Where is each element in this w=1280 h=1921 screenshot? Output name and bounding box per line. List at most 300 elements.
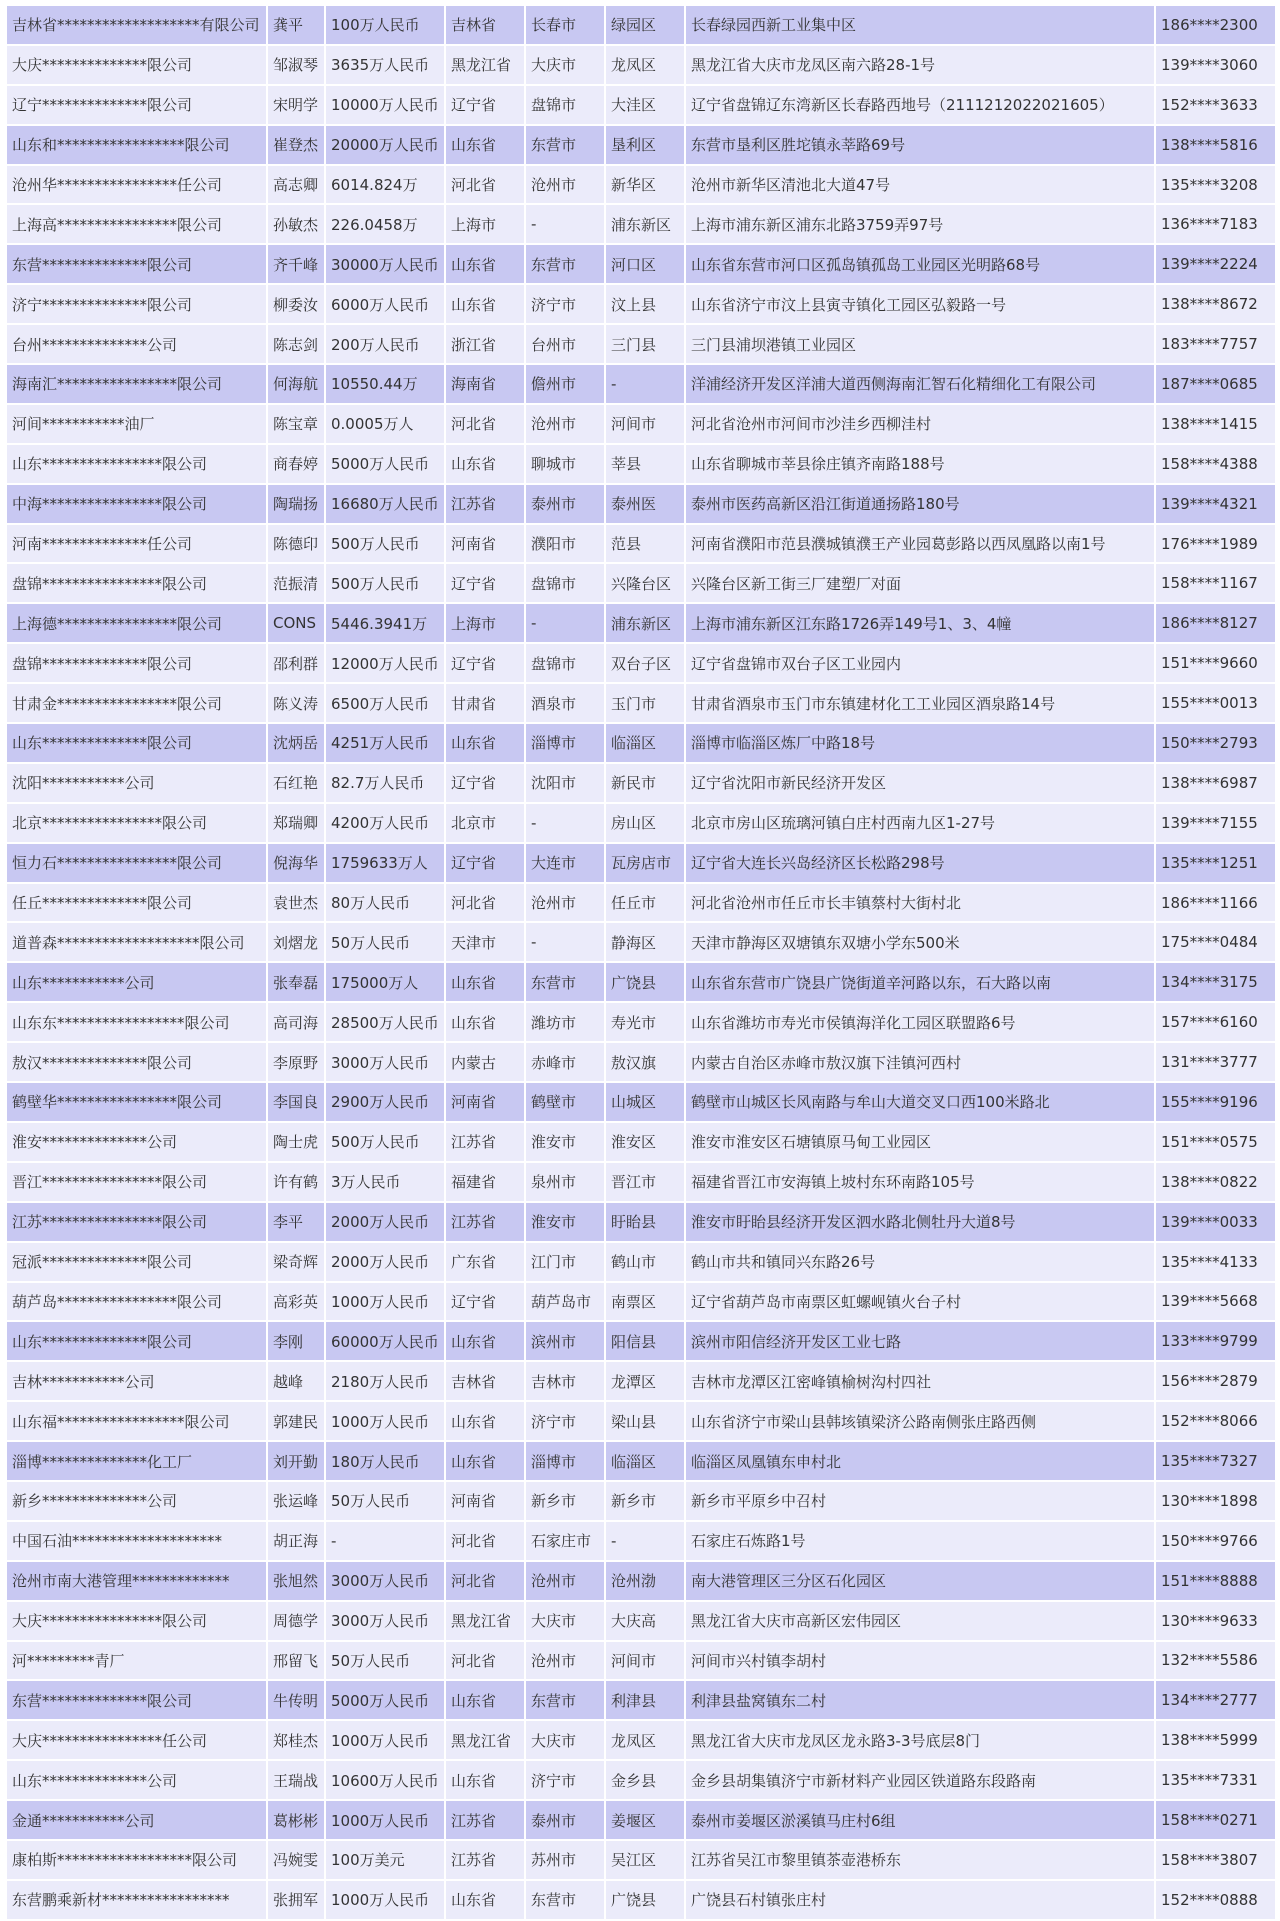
registered-capital-cell: 5000万人民币 <box>326 445 444 483</box>
table-row <box>7 724 1275 762</box>
district-cell: 房山区 <box>606 804 684 842</box>
company-name-cell: 盘锦****************限公司 <box>7 564 266 602</box>
company-name-cell: 河南**************任公司 <box>7 525 266 563</box>
district-cell: 姜堰区 <box>606 1801 684 1839</box>
district-cell: 梁山县 <box>606 1402 684 1440</box>
contact-person-cell: 龚平 <box>268 6 324 44</box>
address-cell: 天津市静海区双塘镇东双塘小学东500米 <box>686 923 1154 961</box>
table-row <box>7 485 1275 523</box>
table-row <box>7 46 1275 84</box>
phone-cell: 152****8066 <box>1156 1402 1275 1440</box>
contact-person-cell: 石红艳 <box>268 764 324 802</box>
city-cell: 盘锦市 <box>526 86 604 124</box>
registered-capital-cell: 1000万人民币 <box>326 1721 444 1759</box>
contact-person-cell: 李国良 <box>268 1083 324 1121</box>
contact-person-cell: 牛传明 <box>268 1681 324 1719</box>
province-cell: 上海市 <box>446 205 524 243</box>
table-row <box>7 1562 1275 1600</box>
company-name-cell: 上海高****************限公司 <box>7 205 266 243</box>
address-cell: 山东省东营市河口区孤岛镇孤岛工业园区光明路68号 <box>686 245 1154 283</box>
contact-person-cell: 刘开勤 <box>268 1442 324 1480</box>
city-cell: 泰州市 <box>526 1801 604 1839</box>
phone-cell: 130****9633 <box>1156 1602 1275 1640</box>
registered-capital-cell: 3000万人民币 <box>326 1602 444 1640</box>
address-cell: 临淄区凤凰镇东申村北 <box>686 1442 1154 1480</box>
city-cell: 滨州市 <box>526 1322 604 1360</box>
table-row <box>7 86 1275 124</box>
district-cell: 任丘市 <box>606 884 684 922</box>
address-cell: 辽宁省盘锦辽东湾新区长春路西地号（2111212022021605） <box>686 86 1154 124</box>
district-cell: 盱眙县 <box>606 1203 684 1241</box>
registered-capital-cell: 2180万人民币 <box>326 1362 444 1400</box>
table-row <box>7 1642 1275 1680</box>
table-row <box>7 564 1275 602</box>
province-cell: 河南省 <box>446 1083 524 1121</box>
phone-cell: 138****8672 <box>1156 285 1275 323</box>
phone-cell: 155****0013 <box>1156 684 1275 722</box>
company-table-container <box>5 4 1277 1921</box>
table-row <box>7 1442 1275 1480</box>
district-cell: 三门县 <box>606 325 684 363</box>
company-name-cell: 辽宁**************限公司 <box>7 86 266 124</box>
registered-capital-cell: 60000万人民币 <box>326 1322 444 1360</box>
address-cell: 洋浦经济开发区洋浦大道西侧海南汇智石化精细化工有限公司 <box>686 365 1154 403</box>
district-cell: 双台子区 <box>606 644 684 682</box>
province-cell: 山东省 <box>446 1881 524 1919</box>
contact-person-cell: 周德学 <box>268 1602 324 1640</box>
address-cell: 山东省济宁市梁山县韩垓镇梁济公路南侧张庄路西侧 <box>686 1402 1154 1440</box>
table-row <box>7 325 1275 363</box>
province-cell: 辽宁省 <box>446 644 524 682</box>
contact-person-cell: 倪海华 <box>268 844 324 882</box>
province-cell: 黑龙江省 <box>446 46 524 84</box>
table-row <box>7 764 1275 802</box>
district-cell: 阳信县 <box>606 1322 684 1360</box>
province-cell: 辽宁省 <box>446 564 524 602</box>
address-cell: 黑龙江省大庆市龙凤区龙永路3-3号底层8门 <box>686 1721 1154 1759</box>
registered-capital-cell: 16680万人民币 <box>326 485 444 523</box>
registered-capital-cell: 500万人民币 <box>326 564 444 602</box>
company-name-cell: 金通***********公司 <box>7 1801 266 1839</box>
city-cell: 东营市 <box>526 126 604 164</box>
phone-cell: 150****2793 <box>1156 724 1275 762</box>
registered-capital-cell: 30000万人民币 <box>326 245 444 283</box>
district-cell: 吴江区 <box>606 1841 684 1879</box>
address-cell: 泰州市医药高新区沿江街道通扬路180号 <box>686 485 1154 523</box>
city-cell: 泰州市 <box>526 485 604 523</box>
company-name-cell: 盘锦**************限公司 <box>7 644 266 682</box>
city-cell: 盘锦市 <box>526 644 604 682</box>
registered-capital-cell: 1000万人民币 <box>326 1801 444 1839</box>
contact-person-cell: 柳委汝 <box>268 285 324 323</box>
contact-person-cell: 郭建民 <box>268 1402 324 1440</box>
address-cell: 山东省聊城市莘县徐庄镇齐南路188号 <box>686 445 1154 483</box>
registered-capital-cell: 3000万人民币 <box>326 1043 444 1081</box>
district-cell: 河间市 <box>606 1642 684 1680</box>
table-row <box>7 285 1275 323</box>
province-cell: 江苏省 <box>446 1801 524 1839</box>
province-cell: 山东省 <box>446 1402 524 1440</box>
company-name-cell: 沈阳***********公司 <box>7 764 266 802</box>
contact-person-cell: 梁奇辉 <box>268 1243 324 1281</box>
contact-person-cell: 陈宝章 <box>268 405 324 443</box>
contact-person-cell: 齐千峰 <box>268 245 324 283</box>
phone-cell: 156****2879 <box>1156 1362 1275 1400</box>
contact-person-cell: 张拥军 <box>268 1881 324 1919</box>
district-cell: 绿园区 <box>606 6 684 44</box>
contact-person-cell: 高司海 <box>268 1003 324 1041</box>
district-cell: 南票区 <box>606 1283 684 1321</box>
phone-cell: 158****0271 <box>1156 1801 1275 1839</box>
province-cell: 山东省 <box>446 1761 524 1799</box>
registered-capital-cell: 6500万人民币 <box>326 684 444 722</box>
table-row <box>7 205 1275 243</box>
table-row <box>7 245 1275 283</box>
address-cell: 内蒙古自治区赤峰市敖汉旗下洼镇河西村 <box>686 1043 1154 1081</box>
city-cell: 大连市 <box>526 844 604 882</box>
phone-cell: 186****2300 <box>1156 6 1275 44</box>
table-row <box>7 1881 1275 1919</box>
city-cell: 沈阳市 <box>526 764 604 802</box>
district-cell: 河间市 <box>606 405 684 443</box>
registered-capital-cell: 80万人民币 <box>326 884 444 922</box>
district-cell: 龙潭区 <box>606 1362 684 1400</box>
contact-person-cell: 高志卿 <box>268 166 324 204</box>
city-cell: 大庆市 <box>526 1602 604 1640</box>
city-cell: 济宁市 <box>526 1402 604 1440</box>
address-cell: 广饶县石村镇张庄村 <box>686 1881 1154 1919</box>
address-cell: 福建省晋江市安海镇上坡村东环南路105号 <box>686 1163 1154 1201</box>
phone-cell: 187****0685 <box>1156 365 1275 403</box>
company-name-cell: 山东**************公司 <box>7 1761 266 1799</box>
company-name-cell: 山东**************限公司 <box>7 1322 266 1360</box>
address-cell: 利津县盐窝镇东二村 <box>686 1681 1154 1719</box>
registered-capital-cell: 3635万人民币 <box>326 46 444 84</box>
phone-cell: 151****0575 <box>1156 1123 1275 1161</box>
province-cell: 甘肃省 <box>446 684 524 722</box>
province-cell: 天津市 <box>446 923 524 961</box>
province-cell: 河北省 <box>446 166 524 204</box>
table-row <box>7 445 1275 483</box>
address-cell: 鹤山市共和镇同兴东路26号 <box>686 1243 1154 1281</box>
province-cell: 山东省 <box>446 1003 524 1041</box>
phone-cell: 186****8127 <box>1156 604 1275 642</box>
company-name-cell: 康柏斯******************限公司 <box>7 1841 266 1879</box>
phone-cell: 131****3777 <box>1156 1043 1275 1081</box>
company-name-cell: 沧州华****************任公司 <box>7 166 266 204</box>
city-cell: 淮安市 <box>526 1123 604 1161</box>
address-cell: 江苏省吴江市黎里镇茶壶港桥东 <box>686 1841 1154 1879</box>
address-cell: 金乡县胡集镇济宁市新材料产业园区铁道路东段路南 <box>686 1761 1154 1799</box>
district-cell: 瓦房店市 <box>606 844 684 882</box>
city-cell: 大庆市 <box>526 46 604 84</box>
province-cell: 山东省 <box>446 126 524 164</box>
contact-person-cell: 郑桂杰 <box>268 1721 324 1759</box>
table-row <box>7 365 1275 403</box>
company-name-cell: 台州**************公司 <box>7 325 266 363</box>
city-cell: 台州市 <box>526 325 604 363</box>
table-row <box>7 1402 1275 1440</box>
address-cell: 石家庄石炼路1号 <box>686 1522 1154 1560</box>
address-cell: 甘肃省酒泉市玉门市东镇建材化工工业园区酒泉路14号 <box>686 684 1154 722</box>
province-cell: 河北省 <box>446 1522 524 1560</box>
province-cell: 内蒙古 <box>446 1043 524 1081</box>
city-cell: 泉州市 <box>526 1163 604 1201</box>
phone-cell: 150****9766 <box>1156 1522 1275 1560</box>
contact-person-cell: 李原野 <box>268 1043 324 1081</box>
province-cell: 山东省 <box>446 724 524 762</box>
province-cell: 山东省 <box>446 285 524 323</box>
contact-person-cell: 邵利群 <box>268 644 324 682</box>
province-cell: 海南省 <box>446 365 524 403</box>
district-cell: 新民市 <box>606 764 684 802</box>
registered-capital-cell: 1000万人民币 <box>326 1881 444 1919</box>
address-cell: 山东省东营市广饶县广饶街道辛河路以东，石大路以南 <box>686 963 1154 1001</box>
city-cell: 葫芦岛市 <box>526 1283 604 1321</box>
company-name-cell: 道普森*******************限公司 <box>7 923 266 961</box>
address-cell: 山东省潍坊市寿光市侯镇海洋化工园区联盟路6号 <box>686 1003 1154 1041</box>
district-cell: 汶上县 <box>606 285 684 323</box>
district-cell: 静海区 <box>606 923 684 961</box>
phone-cell: 157****6160 <box>1156 1003 1275 1041</box>
address-cell: 河南省濮阳市范县濮城镇濮王产业园葛彭路以西凤凰路以南1号 <box>686 525 1154 563</box>
province-cell: 江苏省 <box>446 1203 524 1241</box>
city-cell: 聊城市 <box>526 445 604 483</box>
address-cell: 河间市兴村镇李胡村 <box>686 1642 1154 1680</box>
table-row <box>7 1801 1275 1839</box>
contact-person-cell: 张奉磊 <box>268 963 324 1001</box>
company-name-cell: 山东****************限公司 <box>7 445 266 483</box>
district-cell: 大庆高 <box>606 1602 684 1640</box>
company-name-cell: 江苏****************限公司 <box>7 1203 266 1241</box>
contact-person-cell: 崔登杰 <box>268 126 324 164</box>
province-cell: 江苏省 <box>446 485 524 523</box>
company-name-cell: 吉林***********公司 <box>7 1362 266 1400</box>
contact-person-cell: 李刚 <box>268 1322 324 1360</box>
phone-cell: 152****0888 <box>1156 1881 1275 1919</box>
company-name-cell: 新乡**************公司 <box>7 1482 266 1520</box>
contact-person-cell: CONS <box>268 604 324 642</box>
city-cell: 东营市 <box>526 1681 604 1719</box>
district-cell: 龙凤区 <box>606 46 684 84</box>
city-cell: 淮安市 <box>526 1203 604 1241</box>
table-row <box>7 1083 1275 1121</box>
city-cell: 江门市 <box>526 1243 604 1281</box>
address-cell: 黑龙江省大庆市高新区宏伟园区 <box>686 1602 1154 1640</box>
contact-person-cell: 陈德印 <box>268 525 324 563</box>
phone-cell: 135****1251 <box>1156 844 1275 882</box>
contact-person-cell: 宋明学 <box>268 86 324 124</box>
address-cell: 上海市浦东新区江东路1726弄149号1、3、4幢 <box>686 604 1154 642</box>
table-row <box>7 1043 1275 1081</box>
company-name-cell: 吉林省*******************有限公司 <box>7 6 266 44</box>
registered-capital-cell: 100万美元 <box>326 1841 444 1879</box>
phone-cell: 134****2777 <box>1156 1681 1275 1719</box>
registered-capital-cell: 2900万人民币 <box>326 1083 444 1121</box>
city-cell: 鹤壁市 <box>526 1083 604 1121</box>
district-cell: 临淄区 <box>606 724 684 762</box>
district-cell: 晋江市 <box>606 1163 684 1201</box>
registered-capital-cell: 10550.44万 <box>326 365 444 403</box>
province-cell: 辽宁省 <box>446 844 524 882</box>
phone-cell: 134****3175 <box>1156 963 1275 1001</box>
phone-cell: 158****4388 <box>1156 445 1275 483</box>
province-cell: 山东省 <box>446 1322 524 1360</box>
phone-cell: 138****6987 <box>1156 764 1275 802</box>
city-cell: 儋州市 <box>526 365 604 403</box>
contact-person-cell: 何海航 <box>268 365 324 403</box>
province-cell: 河北省 <box>446 1562 524 1600</box>
company-name-cell: 鹤壁华****************限公司 <box>7 1083 266 1121</box>
company-name-cell: 山东福*****************限公司 <box>7 1402 266 1440</box>
table-row <box>7 684 1275 722</box>
contact-person-cell: 李平 <box>268 1203 324 1241</box>
phone-cell: 138****1415 <box>1156 405 1275 443</box>
phone-cell: 158****3807 <box>1156 1841 1275 1879</box>
contact-person-cell: 陈义涛 <box>268 684 324 722</box>
address-cell: 黑龙江省大庆市龙凤区南六路28-1号 <box>686 46 1154 84</box>
registered-capital-cell: 6014.824万 <box>326 166 444 204</box>
table-row <box>7 1721 1275 1759</box>
table-row <box>7 1322 1275 1360</box>
district-cell: 寿光市 <box>606 1003 684 1041</box>
registered-capital-cell: 28500万人民币 <box>326 1003 444 1041</box>
phone-cell: 139****5668 <box>1156 1283 1275 1321</box>
city-cell: 沧州市 <box>526 405 604 443</box>
table-row <box>7 166 1275 204</box>
address-cell: 辽宁省沈阳市新民经济开发区 <box>686 764 1154 802</box>
phone-cell: 138****5999 <box>1156 1721 1275 1759</box>
registered-capital-cell: 20000万人民币 <box>326 126 444 164</box>
registered-capital-cell: 200万人民币 <box>326 325 444 363</box>
address-cell: 沧州市新华区清池北大道47号 <box>686 166 1154 204</box>
phone-cell: 139****0033 <box>1156 1203 1275 1241</box>
table-row <box>7 604 1275 642</box>
registered-capital-cell: 2000万人民币 <box>326 1243 444 1281</box>
district-cell: 新乡市 <box>606 1482 684 1520</box>
district-cell: 莘县 <box>606 445 684 483</box>
address-cell: 南大港管理区三分区石化园区 <box>686 1562 1154 1600</box>
registered-capital-cell: 12000万人民币 <box>326 644 444 682</box>
contact-person-cell: 刘熠龙 <box>268 923 324 961</box>
province-cell: 河北省 <box>446 1642 524 1680</box>
table-row <box>7 844 1275 882</box>
company-name-cell: 冠派**************限公司 <box>7 1243 266 1281</box>
contact-person-cell: 陶士虎 <box>268 1123 324 1161</box>
address-cell: 新乡市平原乡中召村 <box>686 1482 1154 1520</box>
city-cell: 吉林市 <box>526 1362 604 1400</box>
address-cell: 三门县浦坝港镇工业园区 <box>686 325 1154 363</box>
address-cell: 北京市房山区琉璃河镇白庄村西南九区1-27号 <box>686 804 1154 842</box>
registered-capital-cell: 5446.3941万 <box>326 604 444 642</box>
registered-capital-cell: 3万人民币 <box>326 1163 444 1201</box>
registered-capital-cell: 0.0005万人 <box>326 405 444 443</box>
city-cell: 潍坊市 <box>526 1003 604 1041</box>
contact-person-cell: 王瑞战 <box>268 1761 324 1799</box>
district-cell: 大洼区 <box>606 86 684 124</box>
district-cell: 河口区 <box>606 245 684 283</box>
table-row <box>7 1602 1275 1640</box>
registered-capital-cell: 50万人民币 <box>326 923 444 961</box>
registered-capital-cell: 226.0458万 <box>326 205 444 243</box>
province-cell: 河南省 <box>446 1482 524 1520</box>
contact-person-cell: 沈炳岳 <box>268 724 324 762</box>
registered-capital-cell: 50万人民币 <box>326 1482 444 1520</box>
company-name-cell: 淮安**************公司 <box>7 1123 266 1161</box>
province-cell: 江苏省 <box>446 1841 524 1879</box>
city-cell: 新乡市 <box>526 1482 604 1520</box>
city-cell: 苏州市 <box>526 1841 604 1879</box>
address-cell: 淄博市临淄区炼厂中路18号 <box>686 724 1154 762</box>
phone-cell: 133****9799 <box>1156 1322 1275 1360</box>
province-cell: 浙江省 <box>446 325 524 363</box>
address-cell: 滨州市阳信经济开发区工业七路 <box>686 1322 1154 1360</box>
registered-capital-cell: 6000万人民币 <box>326 285 444 323</box>
address-cell: 上海市浦东新区浦东北路3759弄97号 <box>686 205 1154 243</box>
table-body <box>7 6 1275 1919</box>
district-cell: - <box>606 1522 684 1560</box>
registered-capital-cell: 500万人民币 <box>326 525 444 563</box>
phone-cell: 132****5586 <box>1156 1642 1275 1680</box>
table-row <box>7 1362 1275 1400</box>
province-cell: 河北省 <box>446 405 524 443</box>
contact-person-cell: 张运峰 <box>268 1482 324 1520</box>
registered-capital-cell: 175000万人 <box>326 963 444 1001</box>
city-cell: 沧州市 <box>526 1642 604 1680</box>
table-row <box>7 884 1275 922</box>
province-cell: 黑龙江省 <box>446 1602 524 1640</box>
table-row <box>7 1283 1275 1321</box>
phone-cell: 151****9660 <box>1156 644 1275 682</box>
address-cell: 鹤壁市山城区长风南路与牟山大道交叉口西100米路北 <box>686 1083 1154 1121</box>
province-cell: 北京市 <box>446 804 524 842</box>
province-cell: 山东省 <box>446 245 524 283</box>
company-name-cell: 大庆****************任公司 <box>7 1721 266 1759</box>
city-cell: 石家庄市 <box>526 1522 604 1560</box>
phone-cell: 135****7327 <box>1156 1442 1275 1480</box>
city-cell: 东营市 <box>526 245 604 283</box>
city-cell: 沧州市 <box>526 884 604 922</box>
registered-capital-cell: - <box>326 1522 444 1560</box>
city-cell: 赤峰市 <box>526 1043 604 1081</box>
table-row <box>7 6 1275 44</box>
table-row <box>7 963 1275 1001</box>
province-cell: 广东省 <box>446 1243 524 1281</box>
province-cell: 江苏省 <box>446 1123 524 1161</box>
company-name-cell: 北京****************限公司 <box>7 804 266 842</box>
city-cell: - <box>526 205 604 243</box>
table-row <box>7 405 1275 443</box>
registered-capital-cell: 10600万人民币 <box>326 1761 444 1799</box>
company-name-cell: 敖汉**************限公司 <box>7 1043 266 1081</box>
company-name-cell: 大庆**************限公司 <box>7 46 266 84</box>
contact-person-cell: 袁世杰 <box>268 884 324 922</box>
company-name-cell: 东营鹏乘新材***************** <box>7 1881 266 1919</box>
phone-cell: 151****8888 <box>1156 1562 1275 1600</box>
district-cell: 金乡县 <box>606 1761 684 1799</box>
company-name-cell: 晋江****************限公司 <box>7 1163 266 1201</box>
phone-cell: 139****3060 <box>1156 46 1275 84</box>
province-cell: 河北省 <box>446 884 524 922</box>
table-row <box>7 1841 1275 1879</box>
company-name-cell: 大庆****************限公司 <box>7 1602 266 1640</box>
company-name-cell: 山东***********公司 <box>7 963 266 1001</box>
table-row <box>7 804 1275 842</box>
city-cell: - <box>526 923 604 961</box>
contact-person-cell: 范振清 <box>268 564 324 602</box>
phone-cell: 183****7757 <box>1156 325 1275 363</box>
registered-capital-cell: 180万人民币 <box>326 1442 444 1480</box>
